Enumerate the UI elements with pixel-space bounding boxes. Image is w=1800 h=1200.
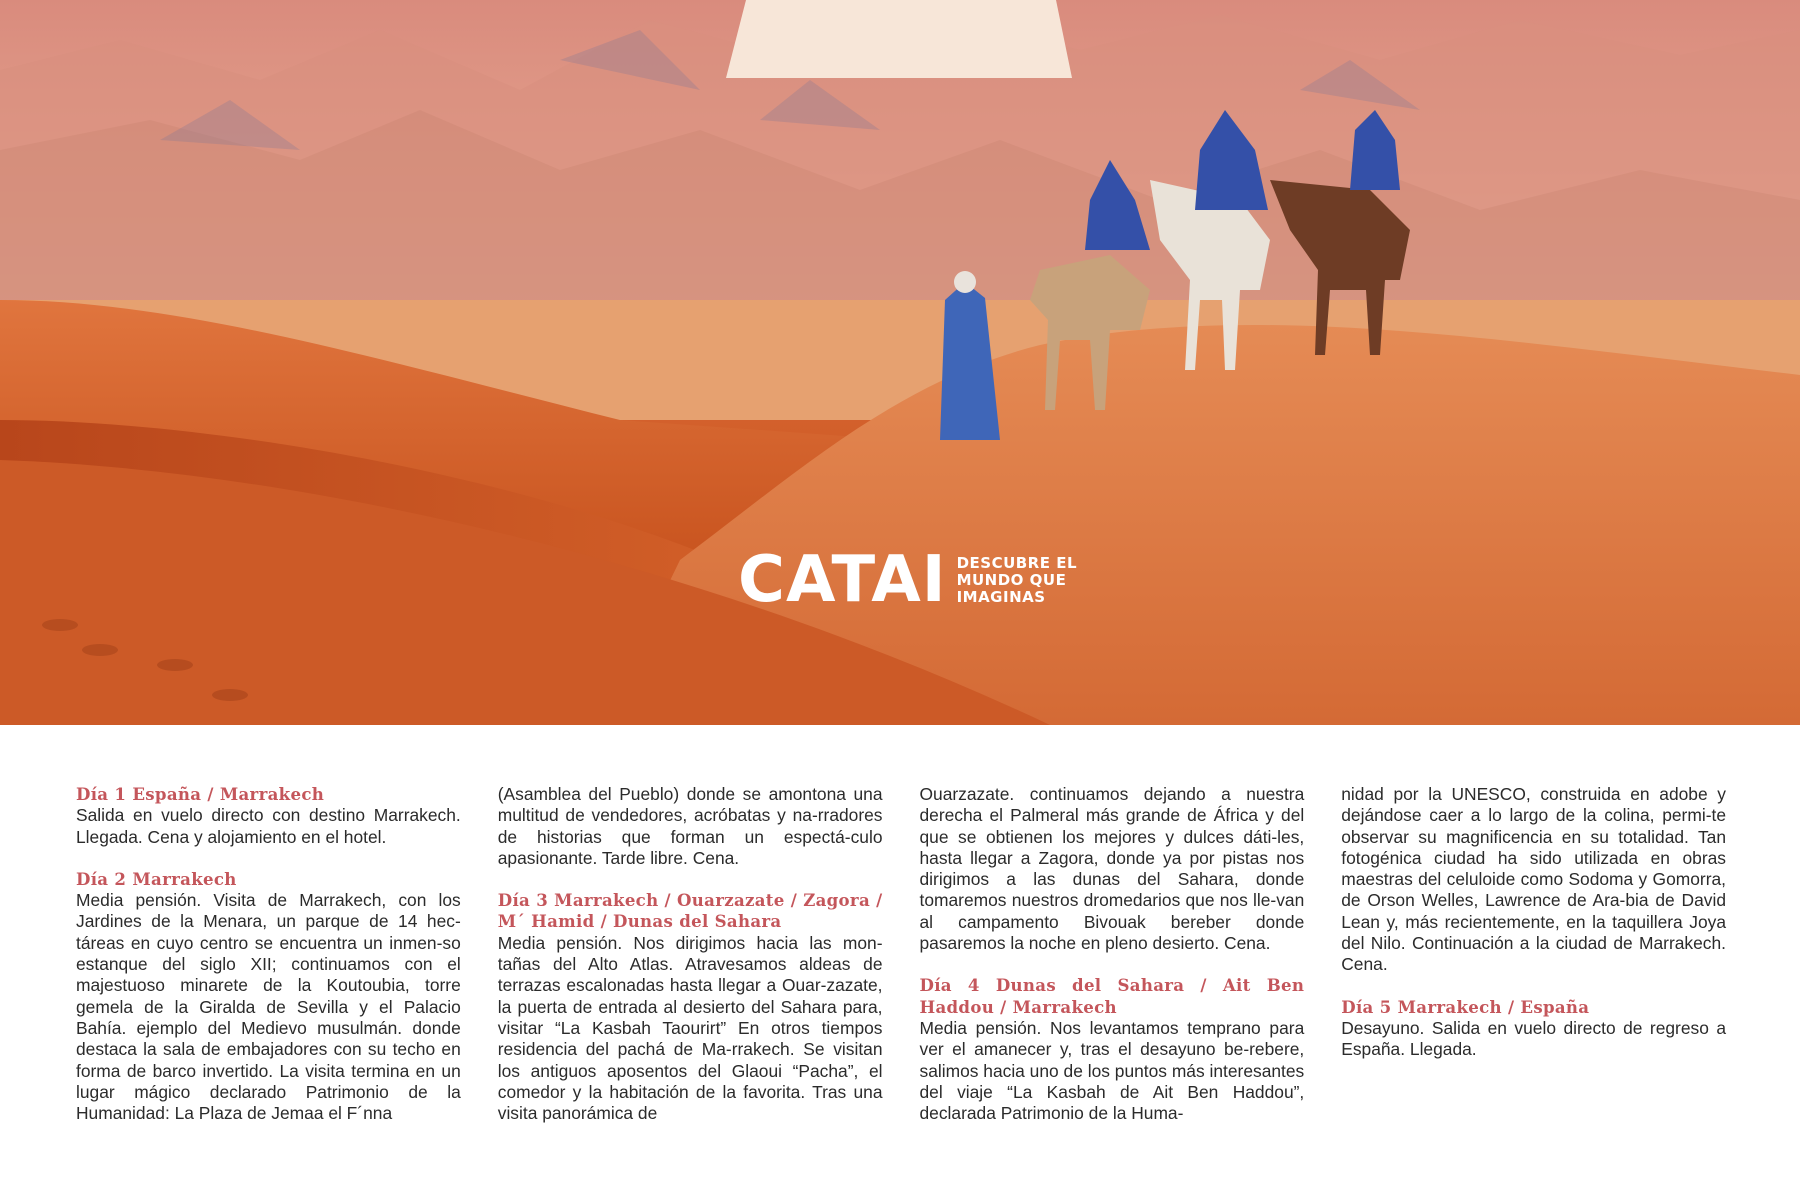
day-text: Ouarzazate. continuamos dejando a nuestra derecha el Palmeral más grande de África y del que se obtienen los mejores y dulces dáti-les, hasta llegar a Zagora, donde ya por pistas nos dirigimos a las dunas del Sahara, donde tomaremos nuestros dromedarios que nos lle-van al campamento Bivouak bereber donde pasaremos la noche en pleno desierto. Cena. (919, 784, 1305, 954)
itinerary-columns (76, 784, 1726, 1164)
day-text: Media pensión. Visita de Marrakech, con los Jardines de la Menara, un parque de 14 hec-táreas en cuyo centro se encuentra un inmen-so estanque del siglo XII; continuamos con el majestuoso minarete de la Koutoubia, torre gemela de la Giralda de Sevilla y el Palacio Bahía. ejemplo del Medievo musulmán. donde destaca la sala de embajadores con su techo en forma de barco invertido. La visita termina en un lugar mágico declarado Patrimonio de la Humanidad: La Plaza de Jemaa el F´nna (76, 890, 461, 1124)
day-text: (Asamblea del Pueblo) donde se amontona una multitud de vendedores, acróbatas y na-rradores de historias que forman un espectá-culo apasionante. Tarde libre. Cena. (497, 784, 883, 868)
day-title: Día 3 Marrakech / Ouarzazate / Zagora / M´ Hamid / Dunas del Sahara (497, 890, 883, 932)
day-title: Día 2 Marrakech (76, 868, 237, 889)
catai-logo (738, 543, 1078, 617)
day-text: Desayuno. Salida en vuelo directo de regreso a España. Llegada. (1341, 1017, 1726, 1060)
logo-tagline-line: DESCUBRE EL (956, 553, 1078, 572)
logo-wordmark: CATAI (738, 543, 947, 617)
itinerary-column-3 (920, 784, 1305, 1164)
itinerary-day (920, 975, 1305, 1124)
day-text: Media pensión. Nos dirigimos hacia las mon-tañas del Alto Atlas. Atravesamos aldeas de terrazas escalonadas hasta llegar a Ouar-zazate, la puerta de entrada al desierto del Sahara para, visitar “La Kasbah Taourirt” En otros tiempos residencia del pachá de Ma-rrakech. Se visitan los antiguos aposentos del Glaoui “Pacha”, el comedor y la habitación de la favorita. Tras una visita panorámica de (497, 932, 883, 1124)
day-text: Media pensión. Nos levantamos temprano para ver el amanecer y, tras el desayuno be-rebere, salimos hacia uno de los puntos más interesantes del viaje “La Kasbah de Ait Ben Haddou”, declarada Patrimonio de la Huma- (919, 1017, 1305, 1124)
logo-tagline-line: IMAGINAS (956, 587, 1046, 606)
itinerary-day (498, 890, 883, 1124)
itinerary-day (1341, 997, 1726, 1061)
day-title: Día 5 Marrakech / España (1341, 996, 1590, 1017)
itinerary-continued (920, 784, 1305, 954)
day-text: Salida en vuelo directo con destino Marrakech. Llegada. Cena y alojamiento en el hotel. (76, 805, 461, 847)
itinerary-column-4 (1341, 784, 1726, 1164)
itinerary-column-2 (498, 784, 883, 1164)
itinerary-day (76, 784, 461, 848)
logo-tagline (957, 555, 1077, 606)
itinerary-continued (498, 784, 883, 869)
itinerary-day (76, 869, 461, 1125)
day-title: Día 1 España / Marrakech (76, 784, 325, 804)
logo-tagline-line: MUNDO QUE (956, 570, 1067, 589)
page-tab-shape (0, 0, 1800, 78)
itinerary-continued (1341, 784, 1726, 976)
itinerary-column-1 (76, 784, 461, 1164)
day-text: nidad por la UNESCO, construida en adobe y dejándose caer a lo largo de la colina, permi-te observar su magnificencia en su totalidad. Tan fotogénica ciudad ha sido utilizada en obras maestras del celuloide como Sodoma y Gomorra, de Orson Welles, Lawrence de Ara-bia de David Lean y, más recientemente, en la taquillera Joya del Nilo. Continuación a la ciudad de Marrakech. Cena. (1341, 784, 1726, 975)
day-title: Día 4 Dunas del Sahara / Ait Ben Haddou / Marrakech (919, 975, 1305, 1017)
